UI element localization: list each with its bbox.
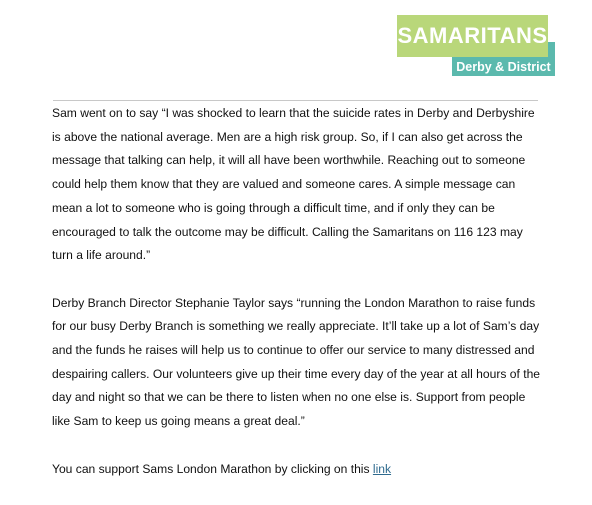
logo-accent-bar <box>548 42 555 57</box>
quote-paragraph-sam: Sam went on to say “I was shocked to learn that the suicide rates in Derby and Derbyshire is above the national average. Men are a high risk group. So, if I can also get across the message that talking can help, it will all have been worthwhile. Reaching out to someone could help them know that they are valued and someone cares. A simple message can mean a lot to someone who is going through a difficult time, and if only they can be encouraged to talk the outcome may be difficult. Calling the Samaritans on 116 123 may turn a life around.” <box>52 106 535 263</box>
support-link[interactable]: link <box>372 461 392 476</box>
support-line <box>52 458 544 482</box>
samaritans-logo <box>397 15 555 76</box>
quote-paragraph-director: Derby Branch Director Stephanie Taylor says “running the London Marathon to raise funds for our busy Derby Branch is something we really appreciate. It’ll take up a lot of Sam’s day and the funds he raises will help us to continue to offer our service to many distressed and despairing callers. Our volunteers give up their time every day of the year at all hours of the day and night so that we can be there to listen when no one else is. Support from people like Sam to keep us going means a great deal.” <box>52 295 541 429</box>
logo-wordmark: SAMARITANS <box>397 15 548 57</box>
support-text: You can support Sams London Marathon by clicking on this <box>52 461 373 476</box>
document-body <box>52 102 544 505</box>
logo-branch-name: Derby & District <box>452 57 555 76</box>
header-divider <box>53 100 538 101</box>
